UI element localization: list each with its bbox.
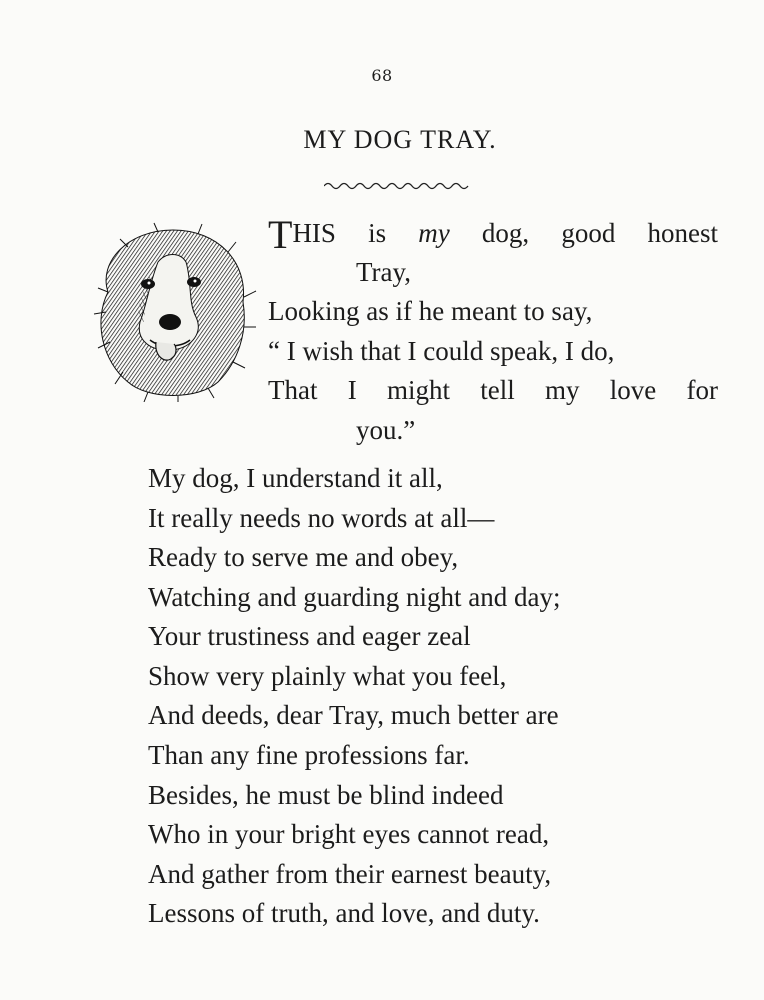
wavy-ornament-divider (324, 180, 474, 192)
page-number: 68 (371, 66, 393, 85)
poem-line: Lessons of truth, and love, and duty. (148, 898, 540, 928)
word: is (368, 218, 387, 248)
poem-line: It really needs no words at all— (148, 503, 495, 533)
poem-line: Who in your bright eyes cannot read, (148, 819, 550, 849)
word: good (561, 218, 616, 248)
poem-line: Watching and guarding night and day; (148, 582, 561, 612)
stanza-line-5 (268, 375, 718, 405)
poem-line: Than any fine professions far. (148, 740, 470, 770)
poem-line: Ready to serve me and obey, (148, 542, 459, 572)
stanza-line-3: Looking as if he meant to say, (268, 296, 593, 326)
poem-line: And deeds, dear Tray, much better are (148, 700, 559, 730)
stanza-line-6: you.” (356, 415, 416, 445)
poem-title: MY DOG TRAY. (303, 125, 497, 154)
first-word: THIS (268, 212, 336, 257)
stanza-line-1 (268, 212, 718, 257)
word: love (609, 375, 657, 405)
poem-line: Besides, he must be blind indeed (148, 780, 504, 810)
word: for (686, 375, 718, 405)
dog-head-illustration (88, 222, 258, 402)
poem-line: And gather from their earnest beauty, (148, 859, 552, 889)
poem-line: Your trustiness and eager zeal (148, 621, 471, 651)
word: I (347, 375, 357, 405)
word: my (545, 375, 580, 405)
word: That (268, 375, 318, 405)
poem-line: Show very plainly what you feel, (148, 661, 507, 691)
word: might (386, 375, 450, 405)
stanza-line-4: “ I wish that I could speak, I do, (268, 336, 615, 366)
drop-cap: T (268, 212, 293, 257)
word: tell (480, 375, 515, 405)
poem-line: My dog, I understand it all, (148, 463, 443, 493)
emphasized-word: my (418, 218, 450, 248)
word: honest (647, 218, 718, 248)
stanza-line-2: Tray, (356, 257, 412, 287)
word: dog, (481, 218, 530, 248)
